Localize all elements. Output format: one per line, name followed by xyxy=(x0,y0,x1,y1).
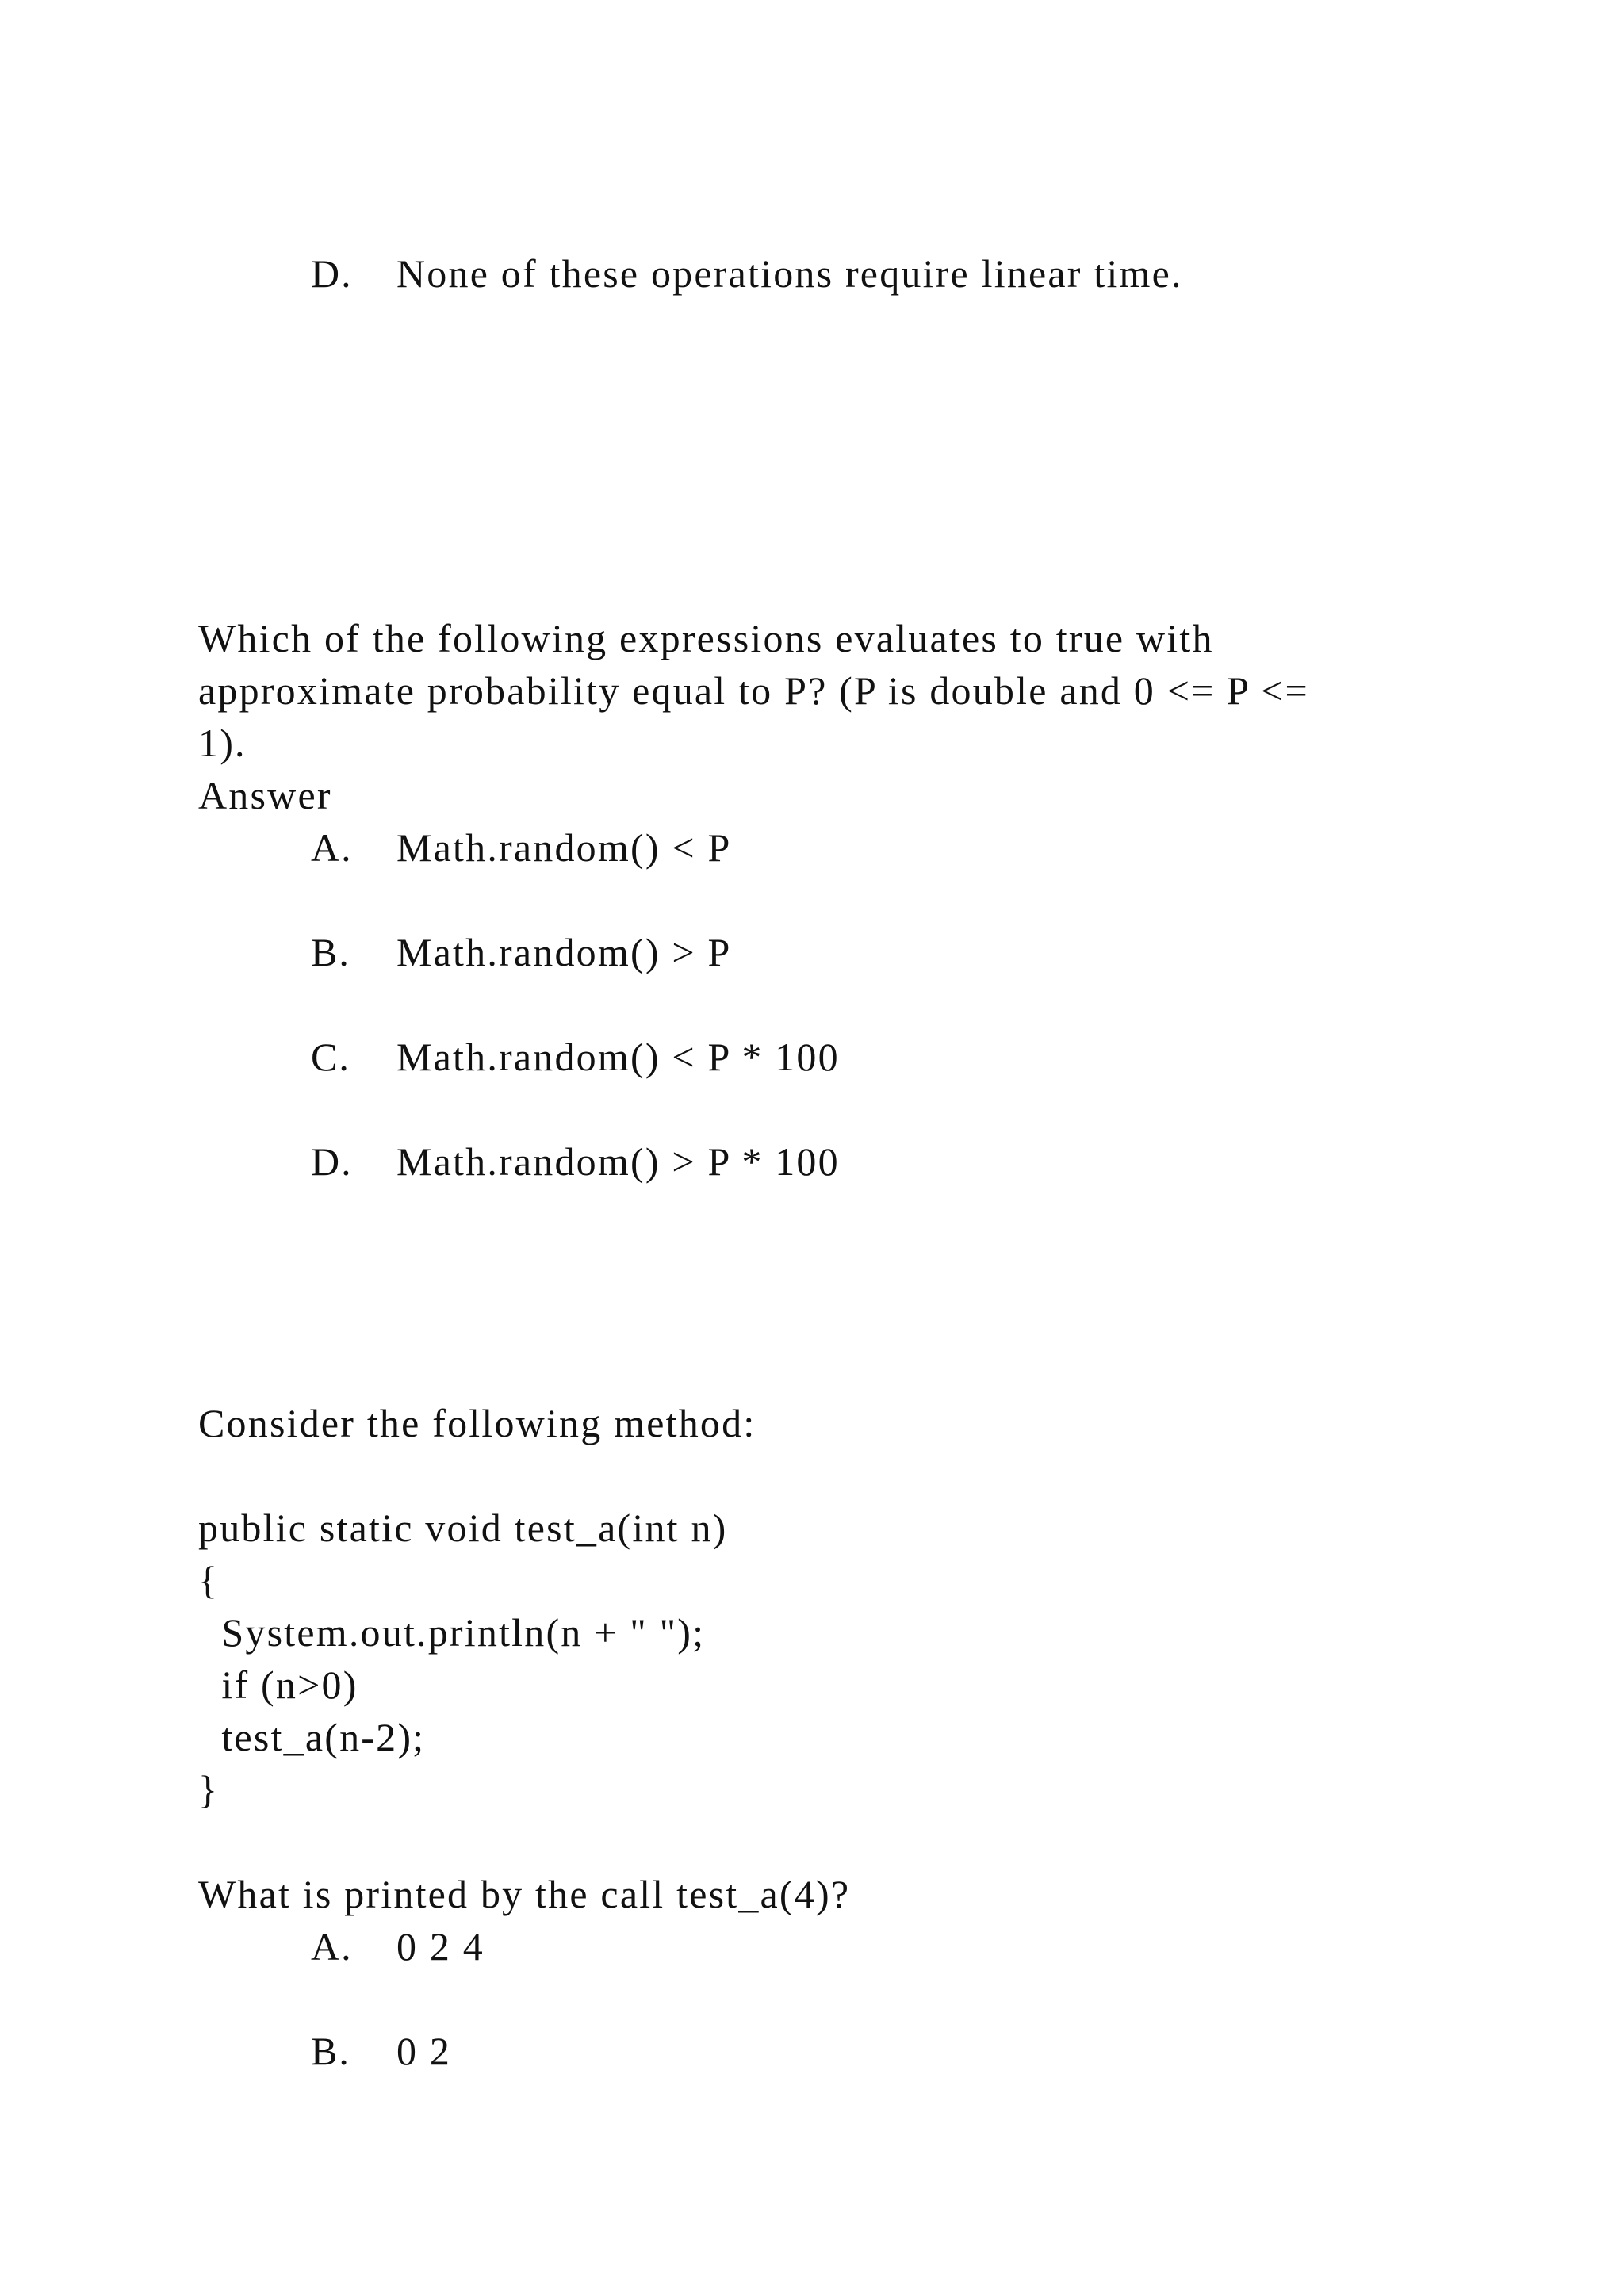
q2-prompt: What is printed by the call test_a(4)? xyxy=(198,1872,851,1916)
q2-option-b-letter: B. xyxy=(311,2029,350,2073)
q2-option-a-letter: A. xyxy=(311,1924,353,1969)
q1-prompt-line-2: approximate probability equal to P? (P is double and 0 <= P <= xyxy=(198,668,1309,713)
q1-option-b-letter: B. xyxy=(311,930,350,974)
q1-prompt-line-3: 1). xyxy=(198,721,247,765)
q1-answer-label: Answer xyxy=(198,773,332,817)
q2-code-line-4: if (n>0) xyxy=(198,1663,358,1707)
prev-option-d-letter: D. xyxy=(311,251,353,296)
q2-option-a-text[interactable]: 0 2 4 xyxy=(396,1924,485,1969)
q1-option-a-letter: A. xyxy=(311,825,353,870)
q2-code-line-5: test_a(n-2); xyxy=(198,1715,426,1759)
q1-option-d-letter: D. xyxy=(311,1139,353,1184)
q1-option-c-letter: C. xyxy=(311,1035,350,1079)
prev-option-d-text: None of these operations require linear time. xyxy=(396,251,1183,296)
q2-option-b-text[interactable]: 0 2 xyxy=(396,2029,452,2073)
q1-option-a-text[interactable]: Math.random() < P xyxy=(396,825,732,870)
q1-option-c-text[interactable]: Math.random() < P * 100 xyxy=(396,1035,840,1079)
q2-code-line-3: System.out.println(n + " "); xyxy=(198,1610,706,1655)
q2-code-line-2: { xyxy=(198,1558,220,1602)
q2-intro: Consider the following method: xyxy=(198,1401,756,1445)
q2-code-line-6: } xyxy=(198,1767,220,1812)
q1-option-b-text[interactable]: Math.random() > P xyxy=(396,930,732,974)
q1-prompt-line-1: Which of the following expressions evaluates to true with xyxy=(198,616,1214,660)
q1-option-d-text[interactable]: Math.random() > P * 100 xyxy=(396,1139,840,1184)
q2-code-line-1: public static void test_a(int n) xyxy=(198,1506,728,1550)
